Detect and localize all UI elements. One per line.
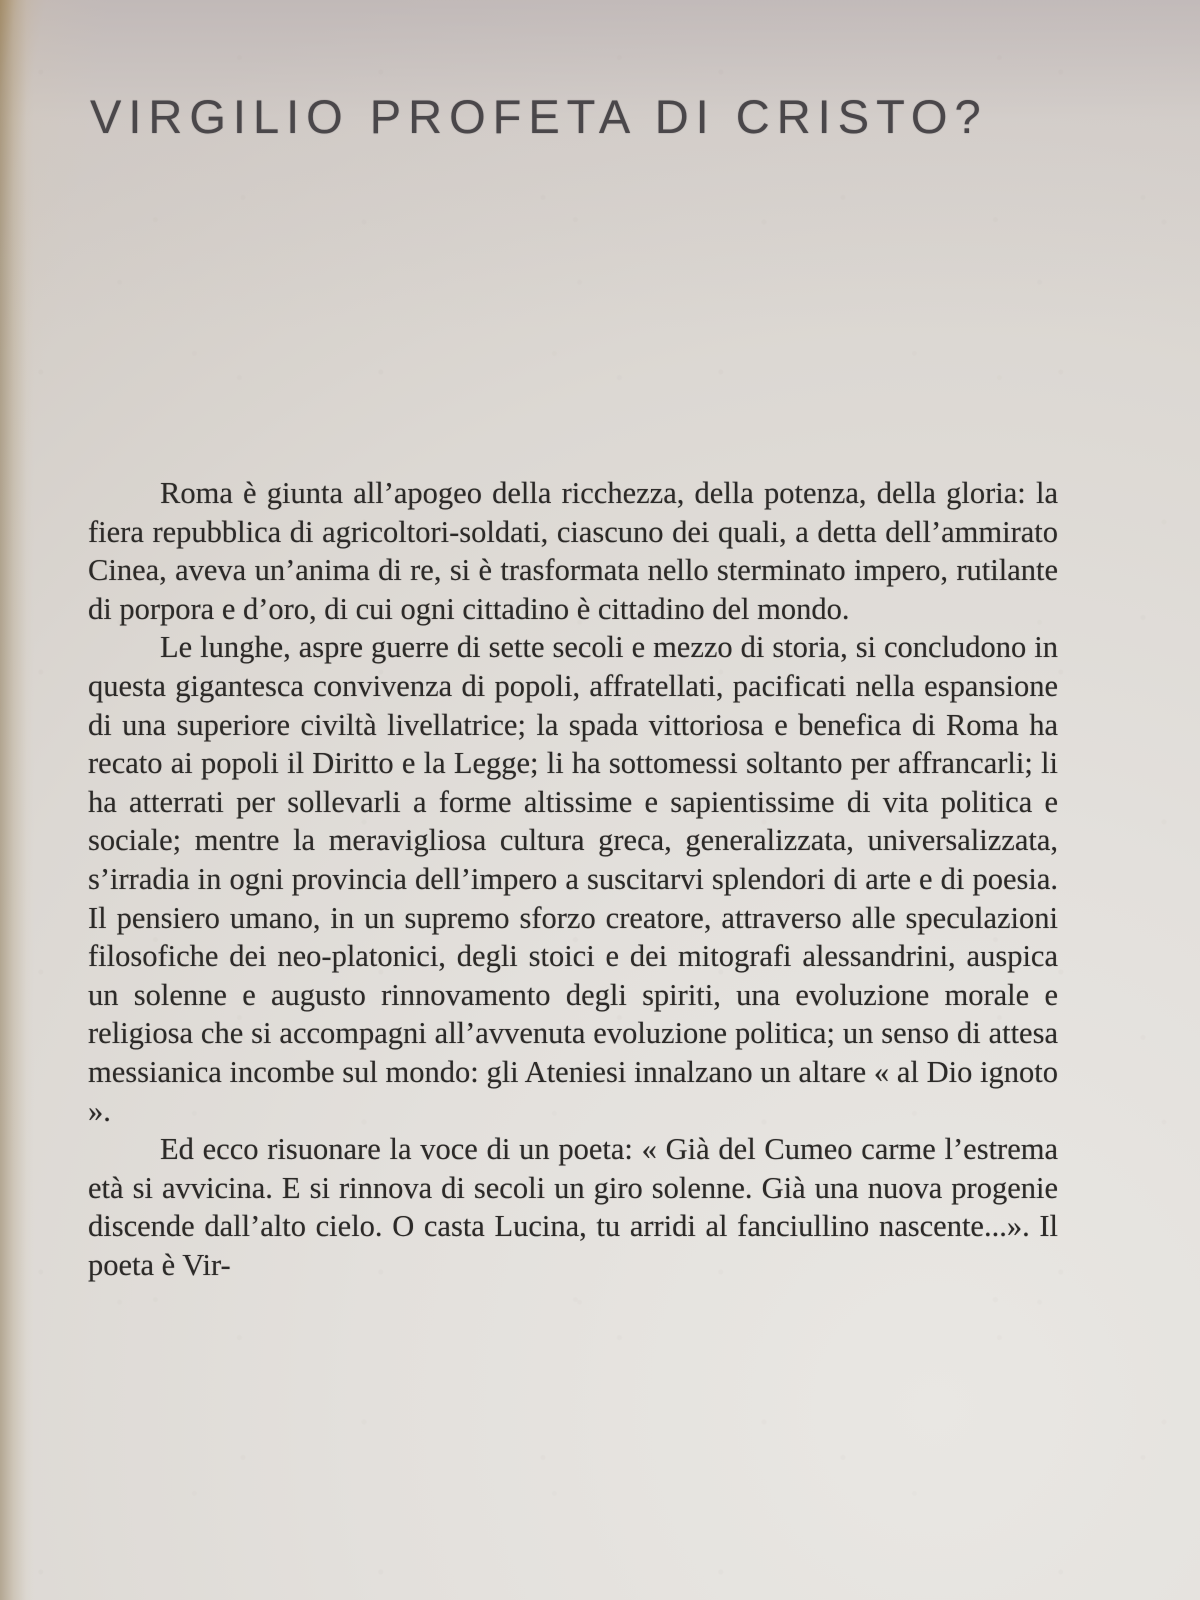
paragraph: Ed ecco risuonare la voce di un poeta: « Già del Cumeo carme l’estrema età si avvicina. E si rinnova di secoli un giro solenne. Già una nuova progenie discende dall’alto cielo. O casta Lucina, tu arridi al fanciullino nascente...». Il poeta è Vir- xyxy=(88,1132,1058,1282)
body-text-block xyxy=(88,474,1058,1284)
paragraph: Roma è giunta all’apogeo della ricchezza, della potenza, della gloria: la fiera repubblica di agricoltori-soldati, ciascuno dei quali, a detta dell’ammirato Cinea, aveva un’anima di re, si è trasformata nello sterminato impero, rutilante di porpora e d’oro, di cui ogni cittadino è cittadino del mondo. xyxy=(88,476,1058,626)
paragraph: Le lunghe, aspre guerre di sette secoli e mezzo di storia, si concludono in questa gigantesca convivenza di popoli, affratellati, pacificati nella espansione di una superiore civiltà livellatrice; la spada vittoriosa e benefica di Roma ha recato ai popoli il Diritto e la Legge; li ha sottomessi soltanto per affrancarli; li ha atterrati per sollevarli a forme altissime e sapientissime di vita politica e sociale; mentre la meravigliosa cultura greca, generalizzata, universalizzata, s’irradia in ogni provincia dell’impero a suscitarvi splendori di arte e di poesia. Il pensiero umano, in un supremo sforzo creatore, attraverso alle speculazioni filosofiche dei neo-platonici, degli stoici e dei mitografi alessandrini, auspica un solenne e augusto rinnovamento degli spiriti, una evoluzione morale e religiosa che si accompagni all’avvenuta evoluzione politica; un senso di attesa messianica incombe sul mondo: gli Ateniesi innalzano un altare « al Dio ignoto ». xyxy=(88,630,1058,1128)
page-title: VIRGILIO PROFETA DI CRISTO? xyxy=(90,90,988,143)
